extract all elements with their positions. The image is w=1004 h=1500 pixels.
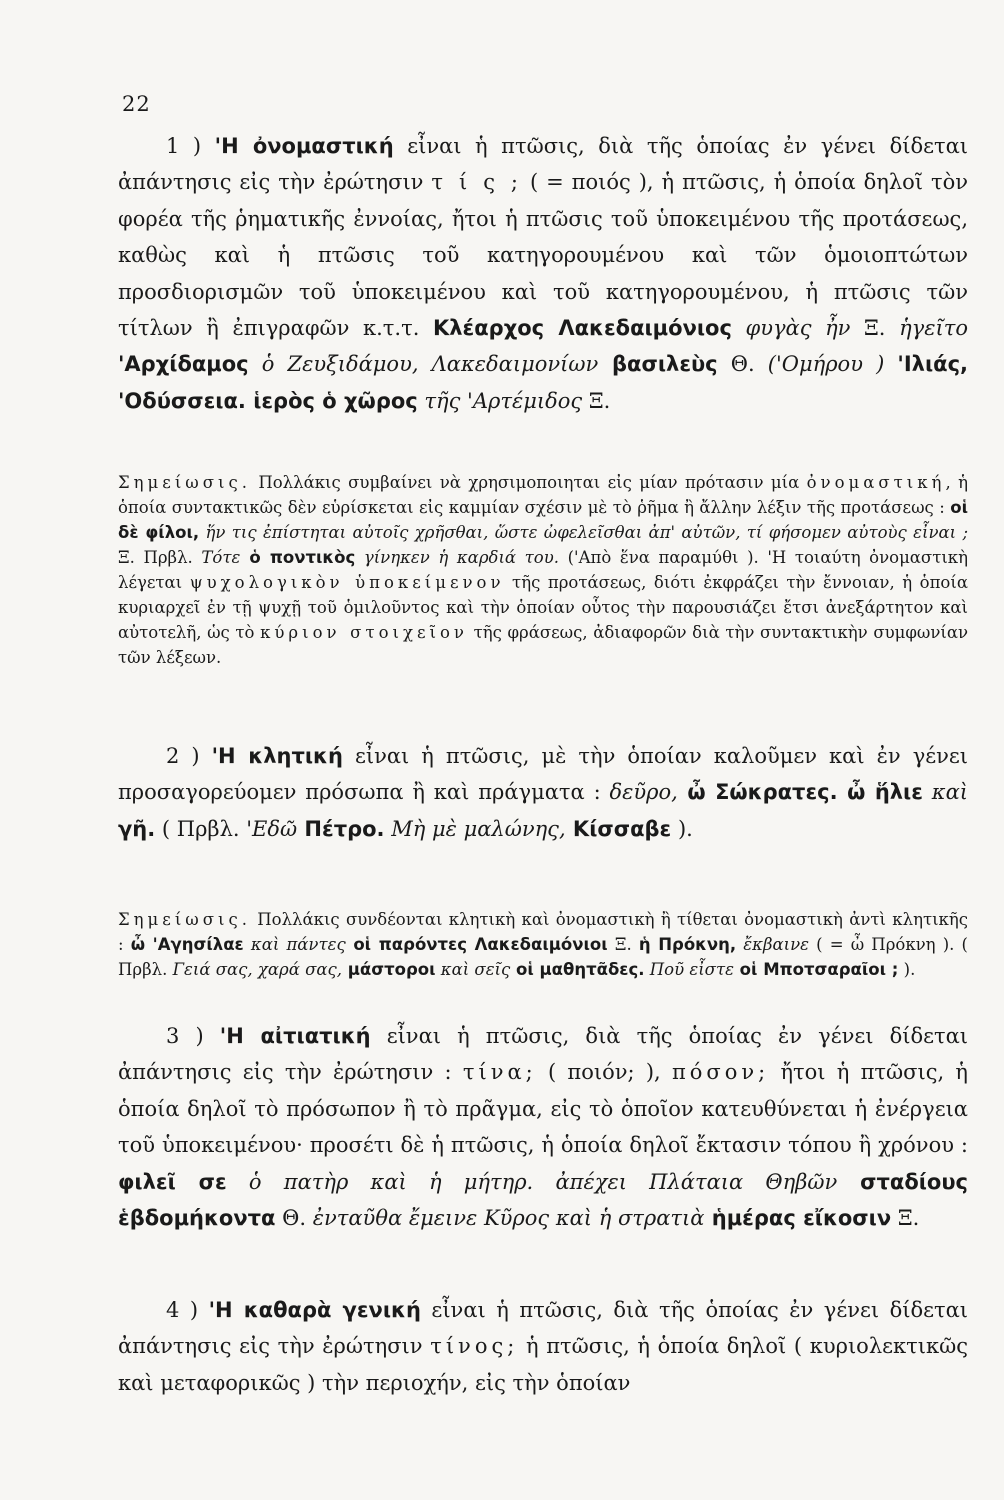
page-number: 22 (122, 92, 151, 116)
paragraph-genitive: 4 ) 'Η καθαρὰ γενική εἶναι ἡ πτῶσις, διὰ τῆς ὁποίας ἐν γένει δίδεται ἀπάντησις εἰς τὴν ἐρώτησιν τίνος; ἡ πτῶσις, ἡ ὁποία δηλοῖ ( κυριολεκτικῶς καὶ μεταφορικῶς ) τὴν περιοχήν, εἰς τὴν ὁποίαν (118, 1298, 969, 1395)
paragraph-vocative: 2 ) 'Η κλητική εἶναι ἡ πτῶσις, μὲ τὴν ὁποίαν καλοῦμεν καὶ ἐν γένει προσαγορεύομεν πρόσωπα ἢ καὶ πράγματα : δεῦρο, ὦ Σώκρατες. ὦ ἥλιε καὶ γῆ. ( Πρβλ. 'Εδῶ Πέτρο. Μὴ μὲ μαλώνης, Κίσσαβε ). (118, 744, 968, 841)
item-number: 1 ) (166, 134, 215, 158)
example: ἡ Πρόκνη, (638, 935, 737, 954)
example: Κλέαρχος Λακεδαιμόνιος (433, 316, 732, 341)
paragraph-nominative: 1 ) 'Η ὀνομαστική εἶναι ἡ πτῶσις, διὰ τῆς ὁποίας ἐν γένει δίδεται ἀπάντησις εἰς τὴν ἐρώτησιν τ ί ς ; ( = ποιός ), ἡ πτῶσις, ἡ ὁποία δηλοῖ τὸν φορέα τῆς ῥηματικῆς ἐννοίας, ἤτοι ἡ πτῶσις τοῦ ὑποκειμένου τῆς προτάσεως, καθὼς καὶ ἡ πτῶσις τοῦ κατηγορουμένου καὶ τῶν ὁμοιοπτώτων προσδιορισμῶν τοῦ ὑποκειμένου καὶ τοῦ κατηγορουμένου, ἡ πτῶσις τῶν τίτλων ἢ ἐπιγραφῶν κ.τ.τ. Κλέαρχος Λακεδαιμόνιος φυγὰς ἦν Ξ. ἡγεῖτο 'Αρχίδαμος ὁ Ζευξιδάμου, Λακεδαιμονίων βασιλεὺς Θ. ('Ομήρου ) 'Ιλιάς, 'Οδύσσεια. ἱερὸς ὁ χῶρος τῆς 'Αρτέμιδος Ξ. (118, 134, 969, 413)
example: οἱ μαθητᾶδες. (510, 960, 645, 979)
item-number: 4 ) (166, 1298, 209, 1322)
paragraph-heading: 'Η ὀνομαστική (214, 134, 394, 158)
example: οἱ παρόντες Λακεδαιμόνιοι (345, 935, 608, 954)
example: Κίσσαβε (565, 816, 672, 841)
example: μάστοροι (342, 960, 436, 979)
paragraph-accusative: 3 ) 'Η αἰτιατική εἶναι ἡ πτῶσις, διὰ τῆς ὁποίας ἐν γένει δίδεται ἀπάντησις εἰς τὴν ἐρώτησιν : τίνα; ( ποιόν; ), πόσον; ἤτοι ἡ πτῶσις, ἡ ὁποία δηλοῖ τὸ πρόσωπον ἢ τὸ πρᾶγμα, εἰς τὸ ὁποῖον κατευθύνεται ἡ ἐνέργεια τοῦ ὑποκειμένου· προσέτι δὲ ἡ πτῶσις, ἡ ὁποία δηλοῖ ἔκτασιν τόπου ἢ χρόνου : φιλεῖ σε ὁ πατὴρ καὶ ἡ μήτηρ. ἀπέχει Πλάταια Θηβῶν σταδίους ἑβδομήκοντα Θ. ἐνταῦθα ἔμεινε Κῦρος καὶ ἡ στρατιὰ ἡμέρας εἴκοσιν Ξ. (118, 1024, 968, 1231)
note-vocative: Σημείωσις. Πολλάκις συνδέονται κλητικὴ καὶ ὀνομαστικὴ ἢ τίθεται ὀνομαστικὴ ἀντὶ κλητικῆς : ὦ 'Αγησίλαε καὶ πάντες οἱ παρόντες Λακεδαιμόνιοι Ξ. ἡ Πρόκνη, ἔκβαινε ( = ὦ Πρόκνη ). ( Πρβλ. Γειά σας, χαρά σας, μάστοροι καὶ σεῖς οἱ μαθητᾶδες. Ποῦ εἶστε οἱ Μποτσαραῖοι ; ). (118, 910, 968, 979)
example: σταδίους ἑβδομήκοντα (118, 1169, 968, 1231)
item-number: 2 ) (166, 744, 212, 768)
paragraph-heading: 'Η κλητική (211, 744, 343, 768)
example: οἱ δὲ φίλοι, (118, 498, 968, 542)
example: 'Αρχίδαμος (118, 352, 249, 377)
example: γῆ. (118, 816, 156, 841)
example: 'Ιλιάς, 'Οδύσσεια. ἱερὸς ὁ χῶρος (118, 352, 968, 413)
note-label: Σημείωσις. (118, 910, 251, 929)
example: ἡμέρας εἴκοσιν (704, 1206, 892, 1231)
paragraph-heading: 'Η αἰτιατική (219, 1024, 371, 1048)
item-number: 3 ) (166, 1024, 220, 1048)
example: ὦ 'Αγησίλαε (130, 935, 244, 954)
example: ὦ ἥλιε (837, 780, 923, 805)
example: ὦ Σώκρατες. (677, 780, 838, 805)
example: οἱ Μποτσαραῖοι ; (733, 960, 899, 979)
example: βασιλεὺς (598, 352, 718, 377)
example: Πέτρο. (297, 816, 385, 841)
example: ὁ ποντικὸς (240, 548, 356, 567)
note-label: Σημείωσις. (118, 473, 251, 492)
paragraph-heading: 'Η καθαρὰ γενική (208, 1298, 421, 1322)
example: φιλεῖ σε (118, 1169, 227, 1194)
note-nominative: Σημείωσις. Πολλάκις συμβαίνει νὰ χρησιμοποιηται εἰς μίαν πρότασιν μία ὀνομαστική, ἡ ὁποία συντακτικῶς δὲν εὑρίσκεται εἰς καμμίαν σχέσιν μὲ τὸ ῥῆμα ἢ ἄλλην λέξιν τῆς προτάσεως : οἱ δὲ φίλοι, ἥν τις ἐπίστηται αὐτοῖς χρῆσθαι, ὥστε ὠφελεῖσθαι ἀπ' αὐτῶν, τί φήσομεν αὐτοὺς εἶναι ; Ξ. Πρβλ. Τότε ὁ ποντικὸς γίνηκεν ἡ καρδιά του. ('Απὸ ἕνα παραμύθι ). 'Η τοιαύτη ὀνομαστικὴ λέγεται ψυχολογικὸν ὑποκείμενον τῆς προτάσεως, διότι ἐκφράζει τὴν ἔννοιαν, ἡ ὁποία κυριαρχεῖ ἐν τῇ ψυχῇ τοῦ ὁμιλοῦντος καὶ τὴν ὁποίαν οὗτος τὴν παρουσιάζει ἔτσι ἀνεξάρτητον καὶ αὐτοτελῆ, ὡς τὸ κύριον στοιχεῖον τῆς φράσεως, ἀδιαφορῶν διὰ τὴν συντακτικὴν συμφωνίαν τῶν λέξεων. (118, 473, 969, 667)
